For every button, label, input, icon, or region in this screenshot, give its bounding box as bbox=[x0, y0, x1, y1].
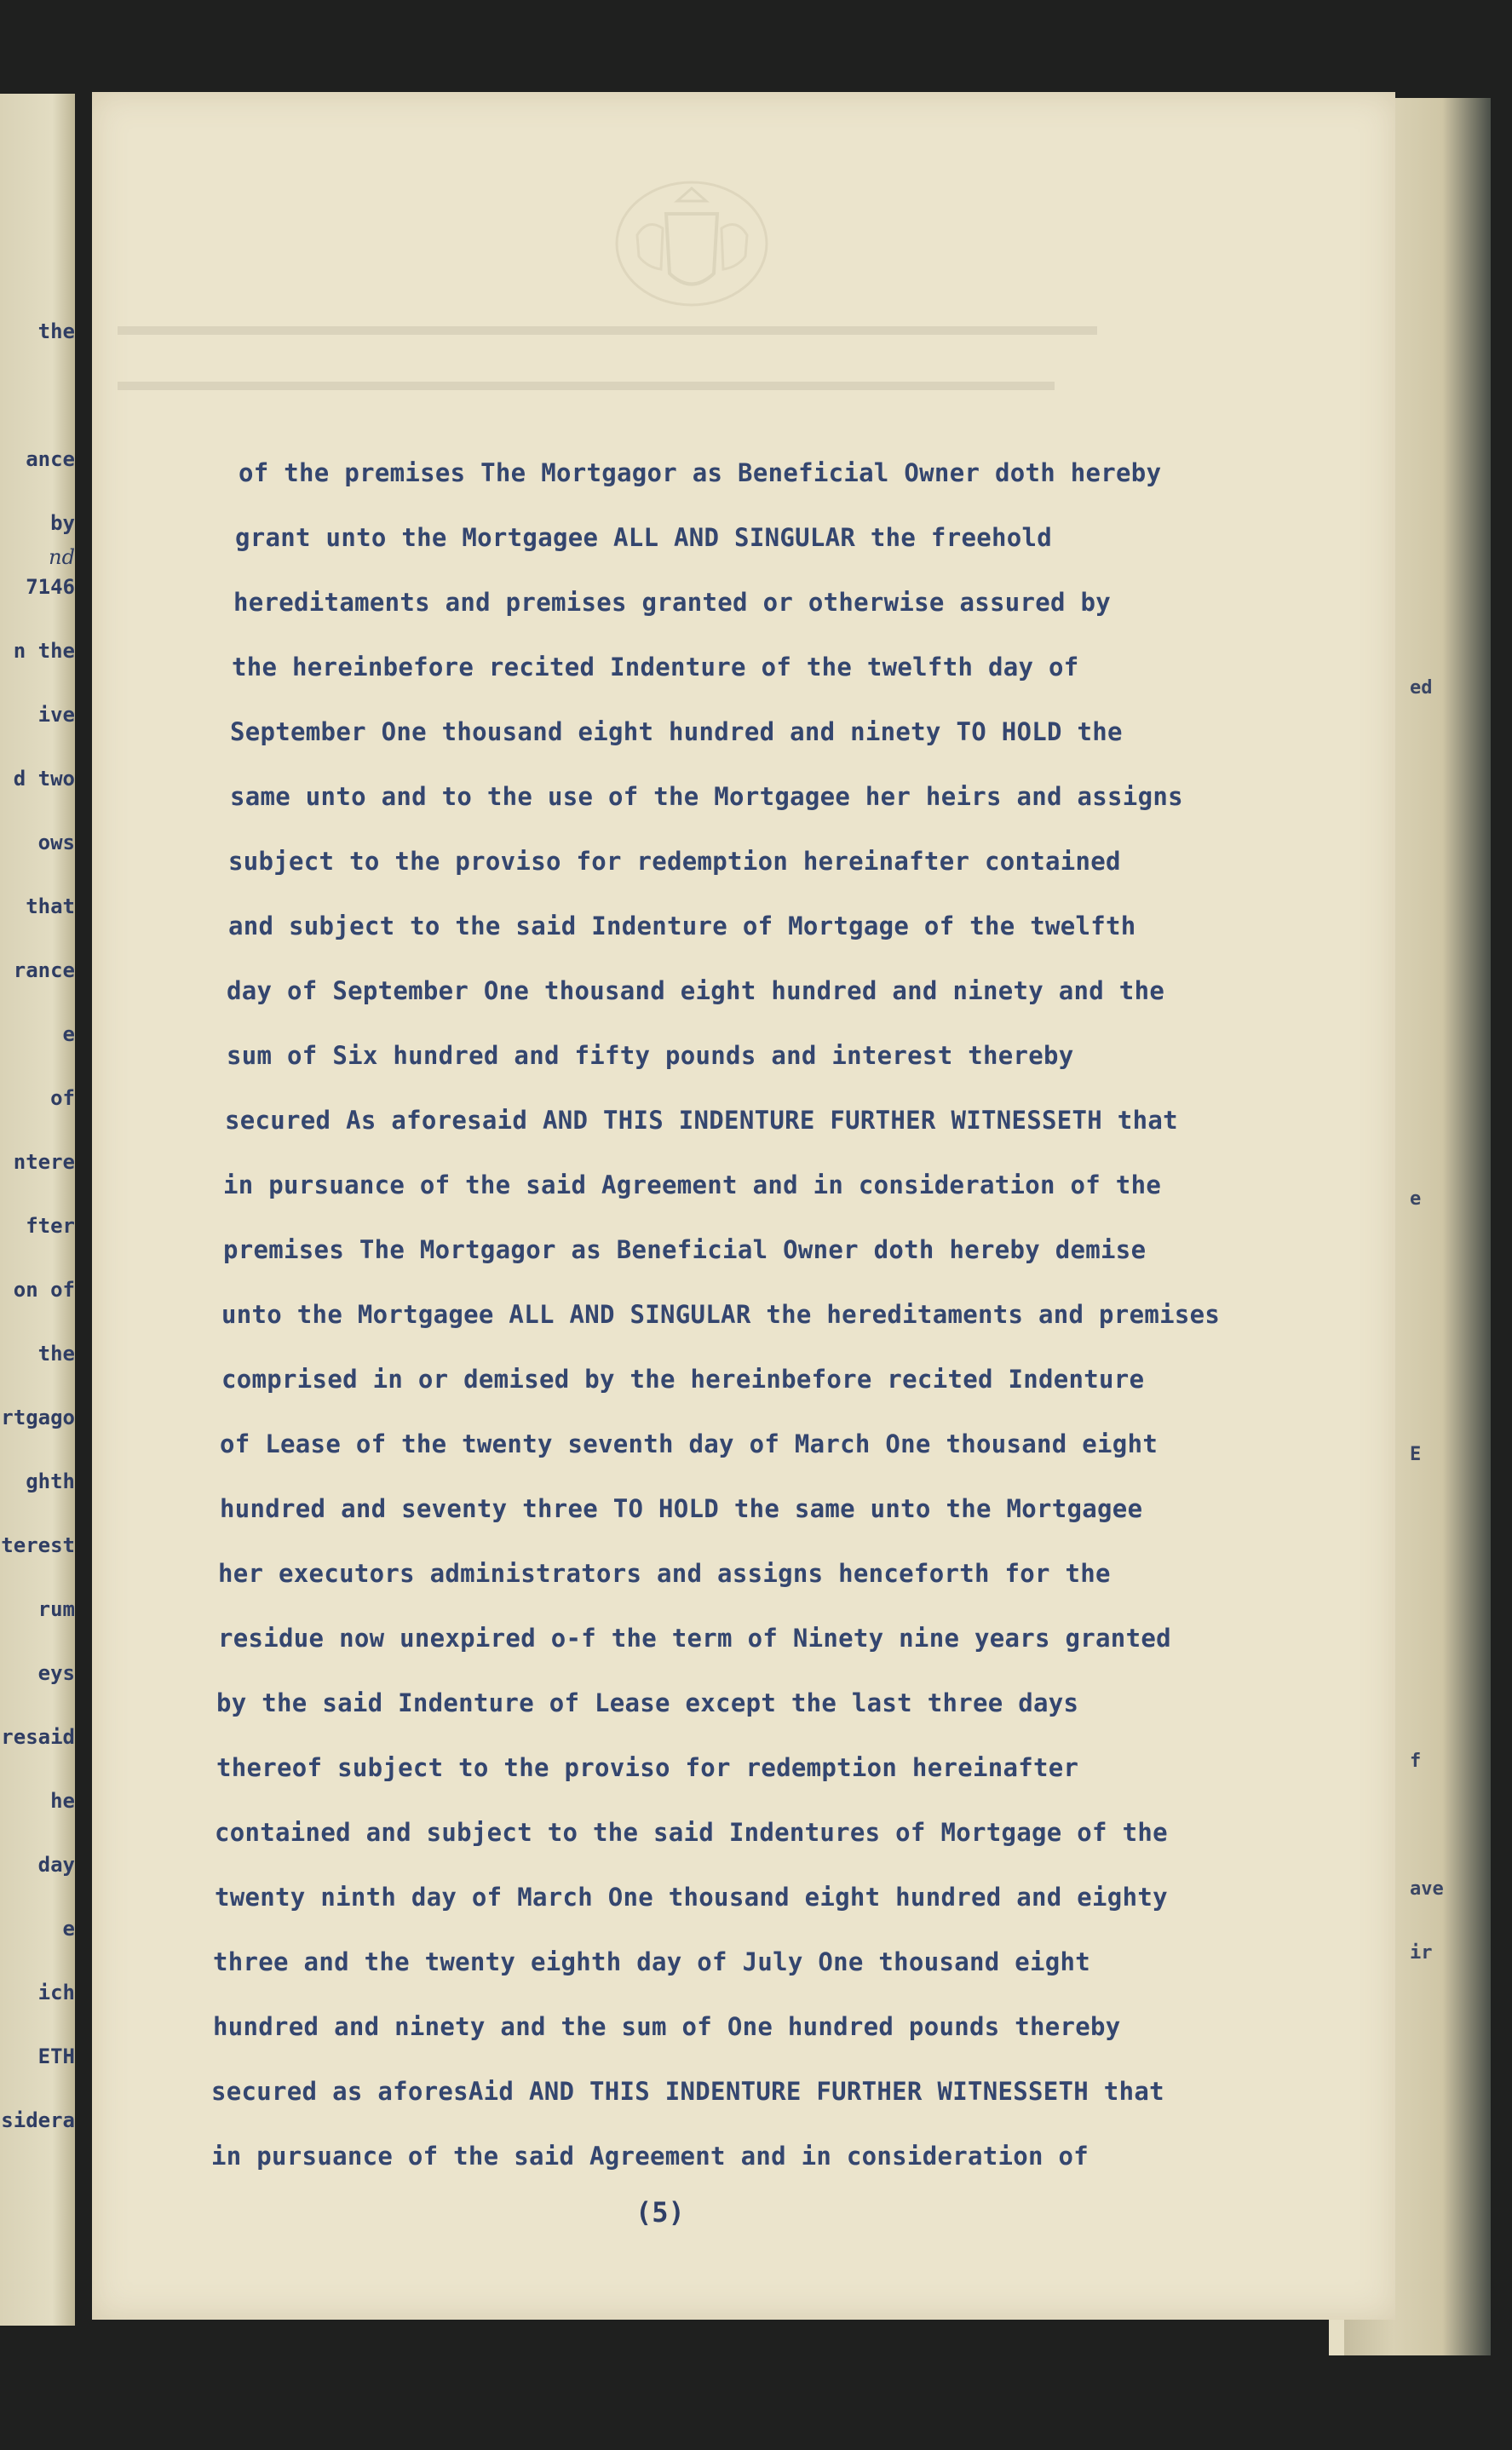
next-fragment: ave bbox=[1410, 1878, 1444, 1900]
prev-fragment: the bbox=[37, 1342, 75, 1366]
prev-fragment: rtgago bbox=[1, 1406, 75, 1429]
next-fragment: ir bbox=[1410, 1942, 1433, 1964]
prev-fragment: ETH bbox=[37, 2045, 75, 2068]
text-line: in pursuance of the said Agreement and in consideration of bbox=[211, 2142, 1089, 2171]
page-number: (5) bbox=[635, 2196, 685, 2229]
prev-fragment-handwritten: nd bbox=[49, 545, 75, 569]
text-line: comprised in or demised by the hereinbefore recited Indenture bbox=[221, 1365, 1145, 1394]
prev-fragment: e bbox=[62, 1917, 75, 1941]
prev-fragment: ntere bbox=[13, 1150, 75, 1174]
text-line: the hereinbefore recited Indenture of the twelfth day of bbox=[232, 653, 1079, 682]
text-line: of Lease of the twenty seventh day of March One thousand eight bbox=[220, 1429, 1158, 1458]
text-line: residue now unexpired o-f the term of Ninety nine years granted bbox=[218, 1624, 1171, 1653]
prev-fragment: d two bbox=[13, 767, 75, 791]
text-line: unto the Mortgagee ALL AND SINGULAR the hereditaments and premises bbox=[221, 1300, 1221, 1329]
text-line: secured as aforesAid AND THIS INDENTURE FURTHER WITNESSETH that bbox=[211, 2077, 1164, 2106]
document-page bbox=[92, 92, 1395, 2320]
text-line: day of September One thousand eight hundred and ninety and the bbox=[227, 976, 1165, 1005]
prev-fragment: rance bbox=[13, 958, 75, 982]
prev-fragment: day bbox=[37, 1853, 75, 1877]
prev-fragment: e bbox=[62, 1022, 75, 1046]
deed-body-text bbox=[92, 92, 1395, 2320]
text-line: in pursuance of the said Agreement and in consideration of the bbox=[223, 1170, 1162, 1199]
prev-fragment: he bbox=[50, 1789, 75, 1813]
prev-fragment: fter bbox=[26, 1214, 75, 1238]
text-line: thereof subject to the proviso for redemption hereinafter bbox=[216, 1753, 1079, 1782]
text-line: September One thousand eight hundred and ninety TO HOLD the bbox=[230, 717, 1123, 746]
text-line: her executors administrators and assigns henceforth for the bbox=[218, 1559, 1111, 1588]
text-line: hundred and seventy three TO HOLD the same unto the Mortgagee bbox=[220, 1494, 1143, 1523]
text-line: subject to the proviso for redemption hereinafter contained bbox=[228, 847, 1121, 876]
text-line: secured As aforesaid AND THIS INDENTURE FURTHER WITNESSETH that bbox=[225, 1106, 1178, 1135]
text-line: of the premises The Mortgagor as Beneficial Owner doth hereby bbox=[239, 458, 1162, 487]
prev-fragment: ows bbox=[37, 831, 75, 854]
prev-fragment: terest bbox=[1, 1533, 75, 1557]
text-line: by the said Indenture of Lease except the last three days bbox=[216, 1688, 1079, 1717]
prev-fragment: ghth bbox=[26, 1469, 75, 1493]
next-fragment: f bbox=[1410, 1751, 1422, 1772]
prev-fragment: rum bbox=[37, 1597, 75, 1621]
text-line: same unto and to the use of the Mortgagee her heirs and assigns bbox=[230, 782, 1183, 811]
text-line: three and the twenty eighth day of July One thousand eight bbox=[213, 1947, 1091, 1976]
text-line: hundred and ninety and the sum of One hundred pounds thereby bbox=[213, 2012, 1121, 2041]
prev-fragment: eys bbox=[37, 1661, 75, 1685]
text-line: contained and subject to the said Indentures of Mortgage of the bbox=[215, 1818, 1168, 1847]
text-line: premises The Mortgagor as Beneficial Owner doth hereby demise bbox=[223, 1235, 1147, 1264]
prev-fragment: ive bbox=[37, 703, 75, 727]
prev-fragment: 7146 bbox=[26, 575, 75, 599]
prev-fragment: that bbox=[26, 894, 75, 918]
prev-fragment: by bbox=[50, 511, 75, 535]
text-line: sum of Six hundred and fifty pounds and interest thereby bbox=[227, 1041, 1074, 1070]
prev-fragment: sidera bbox=[1, 2108, 75, 2132]
text-line: hereditaments and premises granted or otherwise assured by bbox=[233, 588, 1112, 617]
next-fragment: ed bbox=[1410, 677, 1433, 699]
text-line: grant unto the Mortgagee ALL AND SINGULAR the freehold bbox=[235, 523, 1053, 552]
prev-fragment: ance bbox=[26, 447, 75, 471]
prev-fragment: of bbox=[50, 1086, 75, 1110]
prev-fragment: on of bbox=[13, 1278, 75, 1302]
next-fragment: e bbox=[1410, 1188, 1422, 1210]
previous-page-edge bbox=[0, 94, 75, 2326]
prev-fragment: the bbox=[37, 319, 75, 343]
text-line: twenty ninth day of March One thousand eight hundred and eighty bbox=[215, 1883, 1168, 1912]
next-fragment: E bbox=[1410, 1444, 1422, 1465]
prev-fragment: ich bbox=[37, 1981, 75, 2004]
prev-fragment: n the bbox=[13, 639, 75, 663]
prev-fragment: resaid bbox=[1, 1725, 75, 1749]
text-line: and subject to the said Indenture of Mortgage of the twelfth bbox=[228, 912, 1136, 940]
